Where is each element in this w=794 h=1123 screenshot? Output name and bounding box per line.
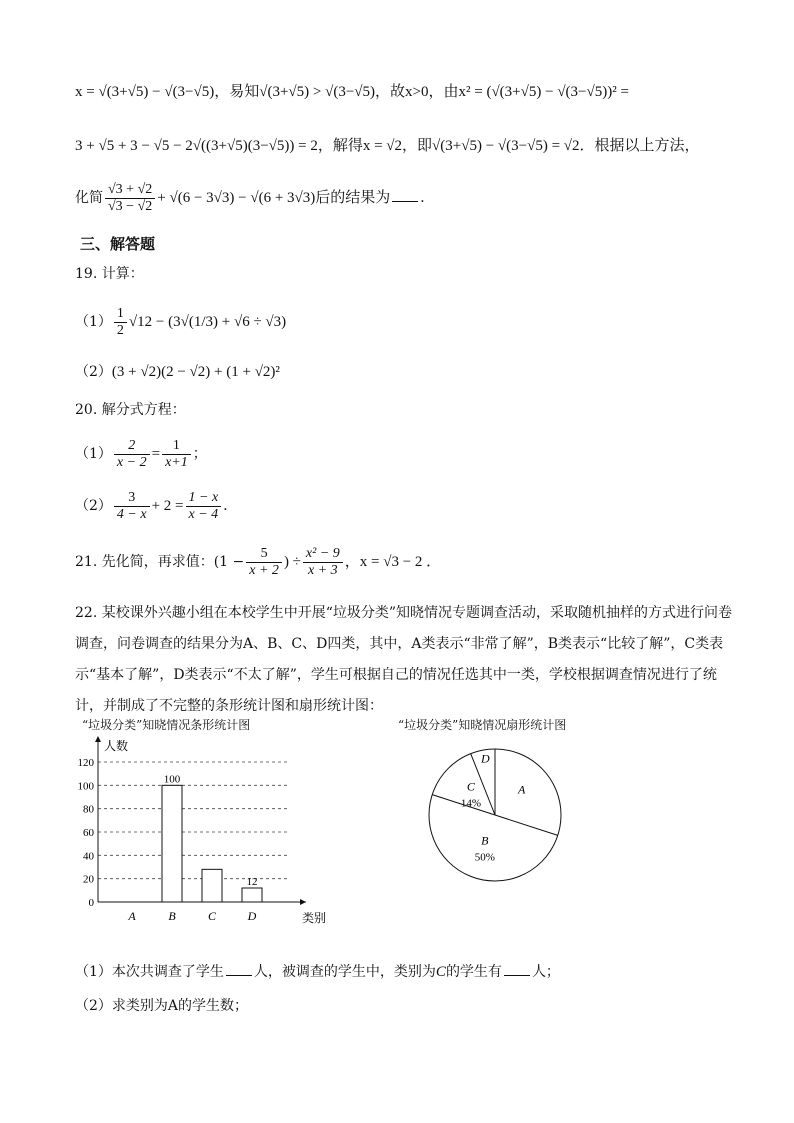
bar-D <box>242 888 262 902</box>
x-axis-label: 类别 <box>302 911 327 925</box>
q22-sub1-c: C <box>435 964 446 980</box>
q22-paragraph: 22. 某校课外兴趣小组在本校学生中开展“垃圾分类”知晓情况专题调查活动，采取随机抽样的方式进行问卷调查，问卷调查的结果分为A、B、C、D四类，其中，A类表示“非常了解”，B类表示“比较了解”，C类表示“基本了解”，D类表示“不太了解”，学生可根据自己的情况任选其中一类，学校根据调查情况进行了统计，并制成了不完整的条形统计图和扇形统计图： <box>75 605 733 714</box>
bar-chart-axes <box>95 736 306 905</box>
q21-end: ，x = √3 − 2 ． <box>344 554 442 570</box>
x-axis-arrow <box>300 899 306 905</box>
x-tick-D: D <box>247 909 257 923</box>
q20-p2-rnum: 1 − x <box>188 489 219 505</box>
y-axis-label: 人数 <box>104 739 129 753</box>
y-tick-120: 120 <box>77 757 94 769</box>
q19-p2-expr: (3 + √2)(2 − √2) + (1 + √2)² <box>111 364 280 380</box>
prev-line-3-rest: + √(6 − 3√3) − √(6 + 3√3)后的结果为 <box>157 190 391 206</box>
q20-p2-end: ． <box>223 498 238 514</box>
y-tick-80: 80 <box>83 803 94 816</box>
q20-p2-rfrac <box>186 490 222 523</box>
q20-p1-lnum: 2 <box>128 437 136 453</box>
q22-sub1-b: 人，被调查的学生中，类别为 <box>253 964 436 980</box>
q20-p1-end: ； <box>192 446 207 462</box>
bar-chart <box>60 730 327 930</box>
pie-percent-C: 14% <box>460 797 482 810</box>
q20-p1-rfrac <box>162 438 191 471</box>
prev-frac-den: √3 − √2 <box>105 198 155 215</box>
q19-p1-label: （1） <box>75 314 112 330</box>
y-tick-40: 40 <box>83 850 94 863</box>
pie-chart <box>420 740 570 890</box>
prev-frac-num: √3 + √2 <box>108 181 153 197</box>
q20-part1 <box>75 436 734 472</box>
q21-frac2-num: x² − 9 <box>305 545 340 561</box>
prev-line-1: x = √(3+√5) − √(3−√5)，易知√(3+√5) > √(3−√5)，故x>0，由x² = (√(3+√5) − √(3−√5))² = <box>75 84 629 100</box>
pie-chart-slices <box>429 749 561 881</box>
q20-p1-lden: x − 2 <box>114 454 150 471</box>
y-tick-60: 60 <box>83 827 94 839</box>
bar-chart-title: “垃圾分类”知晓情况条形统计图 <box>82 718 251 732</box>
q19-p2-label: （2） <box>75 364 112 380</box>
q20-p2-lnum: 3 <box>128 489 136 505</box>
bar-C <box>202 869 222 902</box>
prev-line-3-end: ． <box>420 190 435 206</box>
q22-sub1 <box>75 962 734 982</box>
q19-part2 <box>75 362 734 382</box>
data-label-B: 100 <box>163 773 181 786</box>
pie-label-D: D <box>481 751 490 766</box>
x-tick-C: C <box>207 909 217 923</box>
q22-sub2: （2）求类别为A的学生数； <box>75 998 249 1014</box>
q20-part2 <box>75 488 734 524</box>
bar-chart-grid <box>98 762 290 879</box>
y-tick-100: 100 <box>77 780 94 793</box>
y-axis-arrow <box>95 736 101 742</box>
q21-frac1 <box>246 546 282 579</box>
simplify-prefix: 化简 <box>75 190 103 206</box>
q20-p1-rden: x+1 <box>162 454 191 471</box>
q20-p1-rnum: 1 <box>172 437 180 453</box>
pie-label-A: A <box>518 782 526 797</box>
q21-prefix: 21. 先化简，再求值：(1 − <box>75 554 245 570</box>
q19-p1-frac-den: 2 <box>114 322 127 339</box>
q20-p2-rden: x − 4 <box>186 506 222 523</box>
q22-sub1-d: 的学生有 <box>445 964 502 980</box>
q20-p2-label: （2） <box>75 498 112 514</box>
bar-B <box>162 785 182 902</box>
q20-title: 20. 解分式方程： <box>75 402 186 418</box>
q19-title: 19. 计算： <box>75 266 144 282</box>
y-tick-20: 20 <box>83 873 94 886</box>
q21-frac2-den: x + 3 <box>303 562 343 579</box>
pie-label-C: C <box>466 779 475 794</box>
prev-line-3 <box>75 180 734 216</box>
q19-part1 <box>75 304 734 340</box>
q20-p2-mid: + 2 = <box>151 498 184 514</box>
prev-line-2: 3 + √5 + 3 − √5 − 2√((3+√5)(3−√5)) = 2，解得x = √2，即√(3+√5) − √(3−√5) = √2．根据以上方法， <box>75 138 700 154</box>
q21 <box>75 544 734 580</box>
q20-p2-lden: 4 − x <box>114 506 150 523</box>
q20-p1-eq: = <box>151 446 161 462</box>
pie-chart-title: “垃圾分类”知晓情况扇形统计图 <box>398 718 567 732</box>
q21-frac2 <box>303 546 343 579</box>
x-tick-B: B <box>168 909 176 923</box>
q20-p1-lfrac <box>114 438 150 471</box>
q20-p2-lfrac <box>114 490 150 523</box>
answer-blank-c[interactable] <box>504 963 530 976</box>
answer-blank[interactable] <box>392 189 418 202</box>
q19-p1-frac-num: 1 <box>116 305 124 321</box>
data-label-D: 12 <box>246 876 258 888</box>
q21-frac1-den: x + 2 <box>246 562 282 579</box>
q19-p1-frac <box>114 306 127 339</box>
x-tick-A: A <box>128 909 136 923</box>
q19-p1-rest: √12 − (3√(1/3) + √6 ÷ √3) <box>128 314 287 330</box>
pie-percent-B: 50% <box>474 851 495 864</box>
q20-p1-label: （1） <box>75 446 112 462</box>
q22-sub1-e: 人； <box>531 964 560 980</box>
q22-sub1-a: （1）本次共调查了学生 <box>75 964 224 980</box>
q21-mid: ) ÷ <box>283 554 301 570</box>
pie-label-B: B <box>481 833 489 848</box>
y-tick-0: 0 <box>88 897 94 909</box>
q21-frac1-num: 5 <box>260 545 268 561</box>
answer-blank-total[interactable] <box>226 963 252 976</box>
prev-fraction <box>105 182 155 215</box>
section-title: 三、解答题 <box>80 235 156 253</box>
